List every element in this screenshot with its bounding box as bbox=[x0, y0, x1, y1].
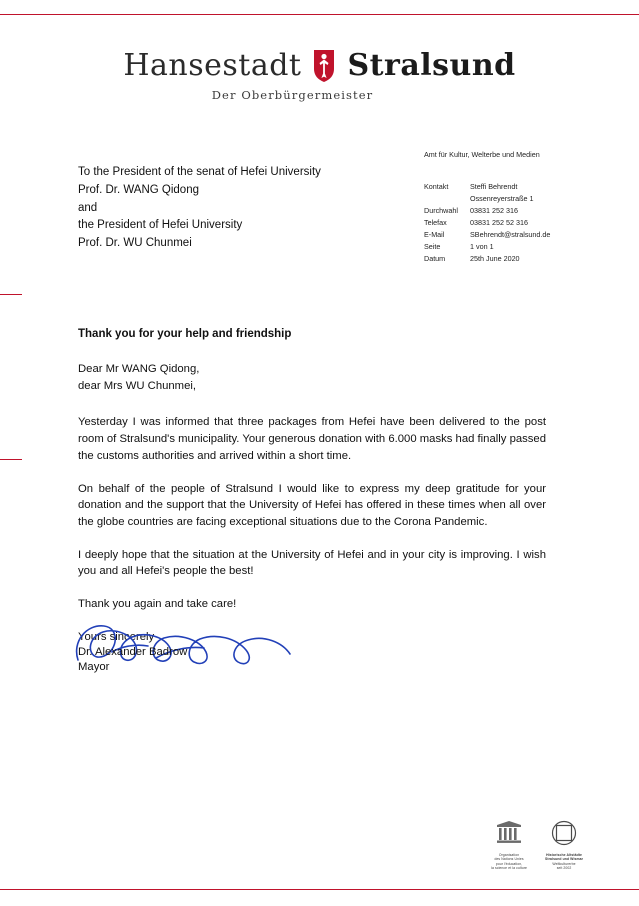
meta-key: E-Mail bbox=[424, 230, 445, 240]
meta-value: 03831 252 316 bbox=[470, 206, 518, 216]
address-line: To the President of the senat of Hefei University bbox=[78, 166, 321, 178]
body-paragraph: Thank you again and take care! bbox=[78, 598, 237, 611]
signature-block bbox=[78, 645, 187, 676]
caption-line: des Nations Unies bbox=[494, 857, 524, 862]
letterhead bbox=[0, 48, 639, 102]
caption-line: Organisation bbox=[498, 853, 520, 857]
meta-key: Kontakt bbox=[424, 182, 449, 192]
salutation-line-1: Dear Mr WANG Qidong, bbox=[78, 363, 200, 375]
letterhead-title-line bbox=[0, 48, 639, 83]
table-row bbox=[424, 194, 550, 206]
letterhead-word-hansestadt: Hansestadt bbox=[123, 48, 302, 83]
table-row bbox=[424, 242, 550, 254]
meta-value: 25th June 2020 bbox=[470, 254, 520, 264]
salutation bbox=[78, 361, 546, 394]
table-row bbox=[424, 254, 550, 266]
sender-meta-block bbox=[424, 150, 614, 266]
unesco-caption bbox=[491, 853, 527, 870]
address-line: Prof. Dr. WANG Qidong bbox=[78, 183, 199, 196]
closing-line: Yours sincerely bbox=[78, 630, 155, 643]
world-heritage-icon bbox=[550, 833, 578, 850]
meta-key: Telefax bbox=[424, 218, 447, 228]
caption-line: pour l'éducation, bbox=[495, 861, 523, 866]
table-row bbox=[424, 218, 550, 230]
recipient-address-block bbox=[78, 164, 321, 253]
meta-key: Datum bbox=[424, 254, 446, 264]
footer-emblems bbox=[491, 820, 583, 870]
bottom-red-rule bbox=[0, 889, 639, 890]
address-line: and bbox=[78, 201, 98, 214]
address-line: Prof. Dr. WU Chunmei bbox=[78, 237, 192, 250]
meta-value: Ossenreyerstraße 1 bbox=[470, 194, 534, 204]
meta-key: Seite bbox=[424, 242, 441, 252]
caption-line: la science et la culture bbox=[491, 865, 528, 870]
table-row bbox=[424, 230, 550, 242]
meta-value: 1 von 1 bbox=[470, 242, 494, 252]
top-red-rule bbox=[0, 14, 639, 15]
caption-line: seit 2002 bbox=[556, 865, 572, 870]
margin-tick-upper bbox=[0, 294, 22, 295]
stralsund-coat-of-arms-icon bbox=[311, 49, 337, 83]
body-paragraph: Yesterday I was informed that three packages from Hefei have been delivered to the post room of Stralsund's municipality. Your generous donation with 6.000 masks had finally passed the customs authorities and arrived within a short time. bbox=[78, 416, 546, 462]
department-line: Amt für Kultur, Welterbe und Medien bbox=[424, 150, 540, 159]
world-heritage-emblem bbox=[545, 820, 583, 870]
letter-body bbox=[78, 361, 546, 646]
signer-title: Mayor bbox=[78, 661, 110, 674]
letterhead-word-stralsund: Stralsund bbox=[347, 48, 516, 83]
meta-key bbox=[424, 194, 470, 206]
meta-value[interactable]: SBehrendt@stralsund.de bbox=[470, 230, 551, 240]
caption-line: Weltkulturerbe bbox=[552, 861, 576, 866]
letterhead-subtitle: Der Oberbürgermeister bbox=[211, 88, 374, 102]
address-line: the President of Hefei University bbox=[78, 219, 243, 232]
caption-line: Historische Altstädte bbox=[546, 853, 582, 857]
meta-value: Steffi Behrendt bbox=[470, 182, 518, 192]
unesco-emblem bbox=[491, 820, 527, 870]
letter-subject: Thank you for your help and friendship bbox=[78, 328, 292, 340]
body-paragraph: On behalf of the people of Stralsund I would like to express my deep gratitude for your donation and the support that the University of Hefei has offered in these times when all over the globe countries are facing exceptional situations due to the Corona Pandemic. bbox=[78, 482, 546, 529]
table-row bbox=[424, 206, 550, 218]
margin-tick-lower bbox=[0, 459, 22, 460]
contact-details-table bbox=[424, 182, 550, 266]
signer-name: Dr. Alexander Badrow bbox=[78, 646, 188, 658]
caption-line: Stralsund und Wismar bbox=[545, 857, 583, 862]
world-heritage-caption bbox=[545, 853, 583, 870]
meta-value: 03831 252 52 316 bbox=[470, 218, 528, 228]
body-paragraph: I deeply hope that the situation at the University of Hefei and in your city is improving. I wish you and all Hefei's people the best! bbox=[78, 548, 546, 578]
salutation-line-2: dear Mrs WU Chunmei, bbox=[78, 379, 197, 392]
unesco-temple-icon bbox=[494, 833, 524, 850]
table-row bbox=[424, 182, 550, 194]
meta-key: Durchwahl bbox=[424, 206, 458, 216]
